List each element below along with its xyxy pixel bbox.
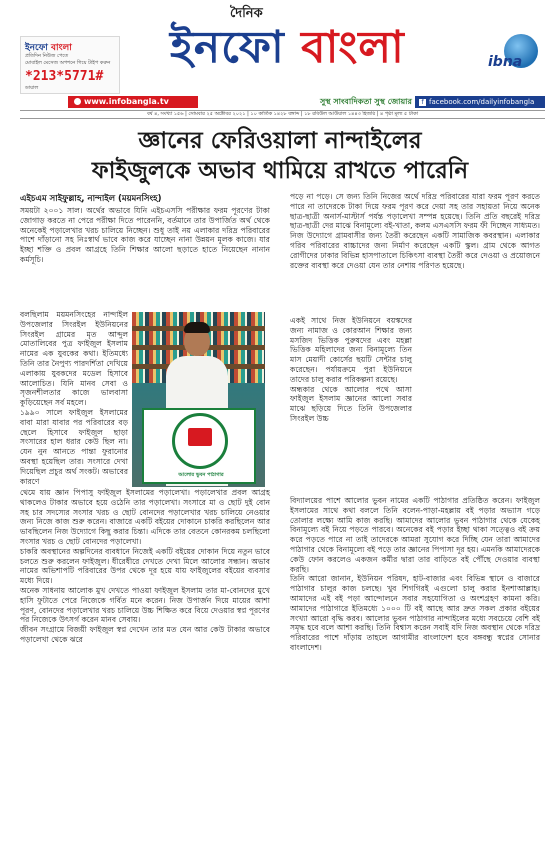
column1-bottom — [20, 488, 270, 645]
book-icon — [188, 428, 212, 446]
facebook-text: facebook.com/dailyinfobangla — [429, 98, 535, 106]
headline-line2: ফাইজুলকে অভাব থামিয়ে রাখতে পারেনি — [91, 157, 469, 184]
column2-narrow — [290, 316, 412, 424]
paragraph: থেমে যায় জ্ঞান পিপাসু ফাইজুল ইসলামের পড়ালেখা। পড়ালেখার প্রবল আগ্রহ থাকলেও টাকার অভাবে হয়ে ওঠেনি তার পড়ালেখা। সংসারে মা ও ছোট দুই বোন সহ চার সদস্যের সংসার খরচ ও ছোট বোনদের পড়ালেখার খরচ চালিয়ে নেওয়ার জন্য নিজে কাজ শুরু করেন। বাজারে একটি বইয়ের দোকানে চাকরি করছিলেন আর ভাবছিলেন নিজ উদ্যোগে কিছু করার চিন্তা। এদিকে তার বেতনে কোনরকম চলছিলো সংসার খরচ ও ছোট বোনদের পড়ালেখা। — [20, 488, 270, 546]
headline-line1: জ্ঞানের ফেরিওয়ালা নান্দাইলের — [138, 127, 422, 154]
paragraph: ১৯৯০ সালে ফাইজুল ইসলামের বাবা মারা যাবার পর পরিবারের বড় ছেলে হিসাবে ফাইজুল ছাড়া সংসারের হাল ধরার কেউ ছিল না। যেন নুন আনতে পান্তা ফুরানোর অবস্থা হয়েছিল তার। সংসারে দেখা দিয়েছিল প্রচুর অর্থ সংকট। অভাবের কারণে — [20, 407, 128, 486]
title-part1: ইনফো — [170, 22, 302, 73]
slogan: সুস্থ সাংবাদিকতা সুস্থ জোয়ার — [320, 97, 412, 106]
facebook-link[interactable] — [415, 96, 545, 108]
ad-line1: প্রতিদিন নিউজ পেতে — [25, 53, 69, 59]
ad-logo-part2: বাংলা — [51, 43, 72, 53]
facebook-icon: f — [419, 99, 426, 106]
paragraph: অনেক সাধনায় আলোক মুখ দেখতে পাওয়া ফাইজুল ইসলাম তার মা-বোনদের মুখে হাসি ফুটাতে পেরে নিজেকে গর্বিত মনে করেন। নিজ উপার্জন দিয়ে মায়ের আশা পূরণ, বোনদের পড়ালেখার খরচ চালিয়ে উচ্চ শিক্ষিত করে বিয়ে দেওয়ার স্বপ্ন পূরণের পর নিজেকে উৎসর্গ করেন মানব সেবায়। — [20, 585, 270, 625]
newspaper-dainik: দৈনিক — [230, 6, 263, 21]
paragraph: চাকরি অবস্থানের অল্পদিনের ব্যবধানে নিজেই একটি বইয়ের দোকান দিয়ে নতুন ভাবে চলতে শুরু করলেন ফাইজুল। ধীরেধীরে দেখতে দেখা মিলে আলোর সন্ধান। অভাব নামের অভিশাপটি পরিবারের উপর থেকে দূর হয়ে যায় ফাইজুলের বইয়ের ব্যবসার মধ্যে দিয়ে। — [20, 546, 270, 586]
site-url-text: www.infobangla.tv — [84, 97, 169, 106]
date-line: বর্ষ ৪, সংখ্যা ১৫৬ | সোমবার ২৫ অক্টোবর ২০২১ | ১০ কার্তিক ১৪২৮ বঙ্গাব্দ | ১৮ রবিউল আউয়াল ১৪৪৩ হিজরি | ৪ পৃষ্ঠা মূল্য ৫ টাকা — [20, 110, 545, 119]
title-part2: বাংলা — [301, 22, 405, 73]
paragraph: অন্ধকার থেকে আলোর পথে আসা ফাইজুল ইসলাম জ্ঞানের আলো সবার মাঝে ছড়িয়ে দিতে তিনি উপজেলার সিংরইল উচ্চ — [290, 384, 412, 423]
library-banner — [142, 408, 256, 484]
column1-top — [20, 206, 270, 265]
site-url-link[interactable] — [68, 96, 198, 108]
ad-code-sub: ডায়াল — [25, 85, 39, 91]
paragraph: তিনি আরো জানান, ইউনিয়ন পরিষদ, হাট-বাজার এবং বিভিন্ন স্থানে ও বাজারে পাঠাগার চালুর কাজ চলছে। খুব শিগগিরই এগুলো চালু করার ইনশাআল্লাহ। আমাদের এই বই পড়া আন্দোলনে সবার সহযোগিতা ও অংশগ্রহণ কামনা করি। আমাদের পাঠাগারে ইতিমধ্যে ১০০০ টি বই আছে আর দ্রুত সকল প্রকার বইয়ের সংখ্যা আরো বৃদ্ধি করব। আলোর ভুবন পাঠাগার নান্দাইলের মধ্যে সবচেয়ে বেশি বই সমৃদ্ধ হবে বলে আশা করছি। তিনি বিশ্বাস করেন সবাই যদি নিজ অবস্থান থেকে দরিদ্র পরিবারের পাশে দাঁড়ায় তাহলে আগামীর বাংলাদেশ হবে বঙ্গবন্ধু স্বপ্নের সোনার বাংলাদেশ। — [290, 574, 540, 652]
person-hair — [184, 322, 210, 333]
banner-text: আলোর ভুবন পাঠাগার — [178, 472, 224, 478]
paragraph: একই সাথে নিজ ইউনিয়নে বয়স্কদের জন্য নামাজ ও কোরআন শিক্ষার জন্য মসজিদ ভিত্তিক পুরুষদের এবং মহল্লা ভিত্তিক মহিলাদের জন্য বিনামূল্যে তিন মাস মেয়াদী কোর্সের ছয়টি সেন্টার চালু করেছেন। পর্যায়ক্রমে পুরা ইউনিয়নে তাদের চালু করার পরিকল্পনা রয়েছে। — [290, 316, 412, 384]
paragraph: পড়ে না পড়ে। সে জন্য তিনি নিজের অর্থে দরিদ্র পরিবারের যারা ফরম পূরণ করতে পারে না তাদেরকে টাকা দিয়ে ফরম পূরণ করে দেয়া সহ তার সহায়তা নিয়ে অনেক ছাত্র-ছাত্রী অনার্স-মাস্টার্স পর্যন্ত পড়ালেখা সম্পন্ন হয়েছে। তিনি প্রতি বছরেই দরিদ্র ছাত্র-ছাত্রী দের মাঝে বিনামূল্যে বই-খাতা, কলম এসএসসি ফরম ফী দিচ্ছেন সাধ্যমত। নিজ উদ্যোগে গ্রামবাসীর জন্য তৈরী করেছেন একটি সামাজিক কবরস্থান। এলাকার গরিব পরিবারের বাচ্চাদের জন্য নির্মাণ করেছেন একটি স্কুল। গ্রাম থেকে আগত রোগীদের ঢাকার বিভিন্ন হাসপাতালে চিকিৎসা ব্যবস্থা তৈরী করে দেওয়া ও প্রয়োজনে রক্তের ব্যবস্থা করে দেওয়া যেন তার নেশায় পরিণত হয়েছে। — [290, 192, 540, 270]
masthead — [0, 0, 560, 118]
column2-top — [290, 192, 540, 270]
article-photo — [132, 312, 265, 487]
sms-ad-box[interactable] — [20, 36, 120, 94]
column2-bottom — [290, 496, 540, 653]
column1-left — [20, 310, 128, 486]
byline: এইচএম সাইফুল্লাহ, নান্দাইল (ময়মনসিংহ) — [20, 194, 162, 204]
newspaper-title — [170, 20, 405, 76]
web-globe-icon — [74, 98, 81, 105]
article-headline — [40, 126, 520, 186]
paragraph: সময়টা ২০০১ সাল। অর্থের অভাবে যিনি এইচএসসি পরীক্ষার ফরম পূরণের টাকা জোগাড় করতে না পেরে পরীক্ষা দিতে পারেননি, বর্তমানে তার উপার্জিত অর্থ থেকে অনেকেই পড়ালেখার খরচ চালিয়ে নিচ্ছেন। শুধু তাই নয় এলাকার দরিদ্র পরিবারের পাশে দাঁড়ানো সহ নিঃস্বার্থ ভাবে কাজ করে যাচ্ছেন নানা উন্নয়ন মূলক কাজে। যার ইচ্ছা শক্তি ও প্রবল আগ্রহে তিনি শিক্ষার আলো ছড়াতে হাতে নিয়েছেন নানান কর্মসূচি। — [20, 206, 270, 264]
ibna-logo — [488, 34, 546, 82]
ad-logo-part1: ইনফো — [25, 43, 51, 53]
ad-ussd-code: *213*5771# — [25, 69, 104, 84]
ibna-logo-text: ibna — [488, 54, 523, 70]
slogan-bar — [20, 96, 545, 108]
paragraph: বিদ্যালয়ের পাশে আলোর ভুবন নামের একটি পাঠাগার প্রতিষ্ঠিত করেন। ফাইজুল ইসলামের সাথে কথা বললে তিনি বলেন-পাড়া-মহল্লায় বই পড়ার অভ্যাস গড়ে তোলার লক্ষ্যে আমি কাজ করছি। আমাদের আলোর ভুবন পাঠাগার থেকে যেকেহ বিনামূল্যে বই নিয়ে পড়তে পারবে। অনেকের বই পড়ার ইচ্ছা থাকা সত্ত্বেও বই ক্রয় করে পড়তে পারে না তাই তাদেরকে আমরা সুযোগ করে দিচ্ছি যেন তারা আমাদের পাঠাগার থেকে বিনামূল্যে বই পড়ে তার জ্ঞানের পিপাসা দূর হয়। এমনকি আমাদেরকে কেউ ফোন করলেও একজন কর্মীর দ্বারা তার বাড়িতে বই পৌঁছে দেওয়ার ব্যবস্থা করছি। — [290, 496, 540, 574]
paragraph: বলছিলাম ময়মনসিংহের নান্দাইল উপজেলার সিংরইল ইউনিয়নের সিংরইল গ্রামের মৃত আব্দুল মোতালিবের পুত্র ফাইজুল ইসলাম নামের এক যুবকের কথা। ইতিমধ্যে তিনি তার নৈপুণ্য পারদর্শিতা দেখিয়ে এলাকায় যুবকদের মডেল হিসাবে আলোচিত। যিনি মানব সেবা ও সৃজনশীলতার কাজে ভালবাসা কুড়িয়েছেন সর্ব মহলে। — [20, 310, 128, 408]
ad-line2: মোবাইল মেসেজ অপশনে গিয়ে টাইপ করুন — [25, 60, 111, 66]
paragraph: জীবন সংগ্রামে বিজয়ী ফাইজুল স্বপ্ন দেখেন তার মত যেন আর কেউ টাকার অভাবে পড়ালেখা থেকে ঝরে — [20, 625, 270, 644]
